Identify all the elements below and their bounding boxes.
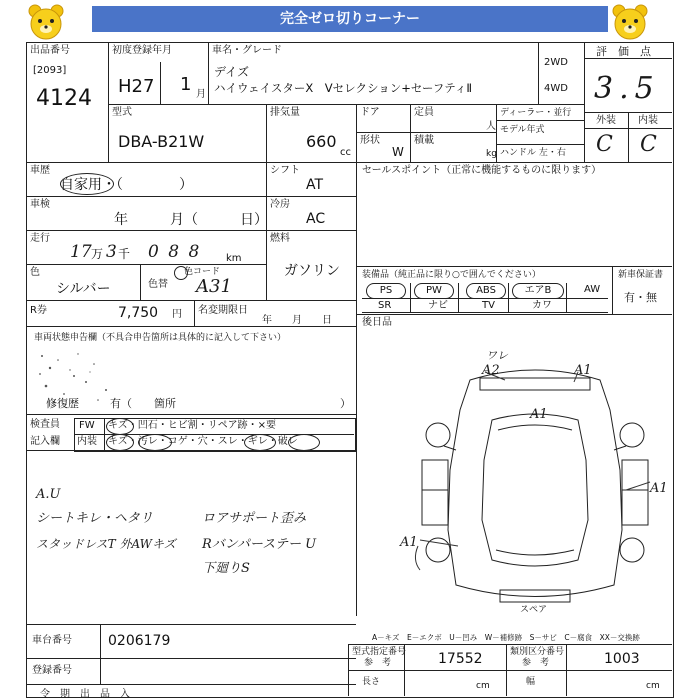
model-label: 型式 (112, 107, 132, 118)
color-tone-label: 色替 (148, 279, 168, 290)
plate-label: 登録番号 (32, 665, 72, 676)
equip-aw: AW (584, 284, 601, 295)
mileage-sen: 3 (106, 242, 117, 262)
legend-text: A－キズ E－エクボ U－凹み W－補修跡 S－サビ C－腐食 XX－交換跡 (372, 633, 640, 642)
score-ext-label: 外装 (596, 115, 616, 126)
score-ext-value: C (596, 132, 613, 157)
equipment-label: 装備品（純正品に限り○で囲んでください） (362, 270, 541, 280)
color-code-circle (174, 266, 188, 280)
rear-seat-label: 後日品 (362, 317, 392, 328)
chassis-value: 0206179 (108, 633, 171, 649)
capacity-label: 定員 (414, 107, 434, 118)
bear-mascot-icon (610, 2, 650, 42)
load-label: 積載 (414, 135, 434, 146)
shift-value: AT (306, 177, 324, 193)
capacity-unit: 人 (486, 121, 496, 132)
cert-value: 17552 (438, 651, 483, 667)
usage-label: 車歴 (30, 165, 50, 176)
score-int-label: 内装 (638, 115, 658, 126)
equip-abs: ABS (466, 283, 506, 299)
mark-a1-side: A1 (650, 481, 668, 496)
length-label: 長さ (362, 677, 381, 687)
equip-tv: TV (482, 300, 495, 311)
color-code: A31 (196, 276, 232, 297)
aircon-value: AC (306, 211, 326, 227)
check-row1-items: キズ・凹石・ヒビ割・リペア跡・×要 (108, 420, 276, 431)
mileage-rest: 0 8 8 (148, 242, 202, 262)
mark-a2: A2 (482, 363, 500, 378)
check-row1-label: 検査員 (30, 419, 60, 430)
doors-label: ドア (360, 107, 380, 118)
displacement-value: 660 (306, 132, 337, 151)
note-seat: シートキレ・ヘタリ (36, 511, 153, 526)
report-label: 車両状態申告欄（不具合申告箇所は具体的に記入して下さい） (34, 333, 287, 343)
equip-navi: ナビ (428, 300, 448, 311)
car-label: 車名・グレード (212, 45, 282, 56)
score-label: 評 価 点 (596, 45, 651, 58)
fuel-label: 燃料 (270, 233, 290, 244)
car-diagram (400, 350, 670, 625)
check-row2-tag: 内装 (77, 436, 97, 447)
registration-month: 1 (180, 74, 192, 95)
usage-value: 自家用・（ ） (60, 177, 193, 193)
warranty-label: 新車保証書 (618, 270, 664, 280)
smudge-noise (34, 346, 354, 408)
color-value: シルバー (56, 281, 111, 297)
recycle-label: R券 (30, 305, 47, 316)
repair-close-paren: ） (340, 397, 351, 410)
recycle-unit: 円 (172, 309, 182, 320)
mark-a1-hood: A1 (530, 407, 548, 422)
registration-label: 初度登録年月 (112, 45, 172, 56)
footer-text: 令 期 出 品 入 (40, 689, 130, 700)
bear-mascot-icon (26, 2, 66, 42)
drive-2wd: 2WD (544, 57, 568, 68)
class-label: 類別区分番号 (510, 647, 565, 657)
note-rear-bumper: Rバンパーステー U (202, 537, 317, 552)
repair-label: 修復歴 (46, 397, 79, 410)
lot-code: [2093] (33, 65, 67, 76)
note-lower-support: ロアサポート歪み (202, 511, 307, 526)
name-change-value: 年 月 日 (262, 315, 332, 326)
dealer-line1: ディーラー・並行 (500, 108, 572, 118)
sales-point-label: セールスポイント（正常に機能するものに限ります） (362, 165, 602, 176)
shape-label: 形状 (360, 135, 380, 146)
class-sub: 参 考 (522, 658, 550, 668)
mark-a1-rear: A1 (400, 535, 418, 550)
check-row1-tag: FW (79, 420, 95, 431)
inspection-value: 年 月（ 日） (114, 212, 268, 228)
class-value: 1003 (604, 651, 640, 667)
mileage-label: 走行 (30, 233, 50, 244)
displacement-unit: cc (340, 147, 351, 158)
mark-circle (288, 434, 320, 451)
mark-circle (244, 434, 276, 451)
check-row2-items: キズ・汚レ・コゲ・穴・スレ・ギレ・破レ (108, 436, 298, 447)
displacement-label: 排気量 (270, 107, 300, 118)
usage-circle (60, 173, 114, 195)
score-value: 3.5 (594, 71, 660, 106)
mark-a1-front: A1 (574, 363, 592, 378)
equip-airbag: エアB (512, 283, 564, 299)
mileage-man-unit: 万 (91, 247, 104, 261)
note-au: A.U (36, 487, 61, 502)
lot-label: 出品番号 (30, 45, 70, 56)
color-code-label: 色コード (184, 267, 221, 277)
spare-label: スペア (520, 605, 548, 615)
dealer-line2: モデル年式 (500, 125, 545, 135)
registration-month-unit: 月 (196, 89, 206, 100)
name-change-label: 名変期限日 (198, 305, 248, 316)
length-unit: cm (476, 681, 490, 691)
lot-number: 4124 (36, 86, 92, 111)
banner-title: 完全ゼロ切りコーナー (92, 6, 608, 32)
drive-4wd: 4WD (544, 83, 568, 94)
model-value: DBA-B21W (118, 132, 205, 151)
cert-label: 型式指定番号 (352, 647, 407, 657)
fuel-value: ガソリン (284, 263, 340, 279)
mark-crack: ワレ (486, 349, 508, 362)
mileage-man: 17 (70, 242, 92, 262)
inspection-label: 車検 (30, 199, 50, 210)
score-int-value: C (640, 132, 657, 157)
registration-year: H27 (118, 76, 155, 97)
repair-value: 有（ 箇所 (110, 397, 176, 410)
equip-leather: カワ (532, 300, 552, 311)
recycle-value: 7,750 (118, 305, 159, 321)
mileage-sen-unit: 千 (118, 247, 131, 261)
color-label: 色 (30, 267, 40, 278)
mileage-unit: km (226, 253, 242, 264)
shift-label: シフト (270, 165, 300, 176)
note-underbody: 下廻りS (202, 561, 250, 576)
cert-sub: 参 考 (364, 658, 392, 668)
width-label: 幅 (526, 677, 536, 687)
note-studless: スタッドレスT 外AWキズ (36, 537, 176, 551)
load-unit: kg (486, 149, 497, 159)
chassis-label: 車台番号 (32, 635, 72, 646)
aircon-label: 冷房 (270, 199, 290, 210)
width-unit: cm (646, 681, 660, 691)
dealer-line3: ハンドル 左・右 (500, 148, 566, 158)
shape-value: W (392, 145, 404, 159)
car-name: デイズ (214, 65, 250, 79)
check-row2-label: 記入欄 (30, 436, 60, 447)
mark-circle (106, 434, 134, 451)
car-grade: ハイウェイスターX Vセレクション+セーフティⅡ (214, 81, 473, 95)
warranty-value: 有・無 (624, 291, 657, 304)
equip-sr: SR (378, 300, 392, 311)
mark-circle (138, 434, 172, 451)
equip-pw: PW (414, 283, 454, 299)
mark-circle (106, 418, 134, 435)
equip-ps: PS (366, 283, 406, 299)
